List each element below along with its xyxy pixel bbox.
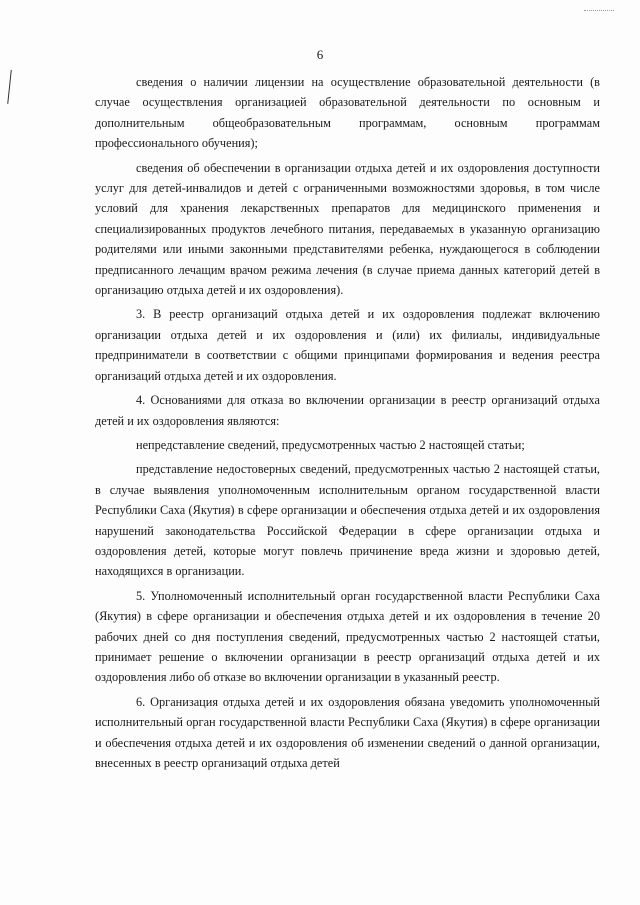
paragraph-non-submission: непредставление сведений, предусмотренных частью 2 настоящей статьи; [136,437,525,452]
paragraph-item-3: 3. В реестр организаций отдыха детей и их оздоровления подлежат включению организации отдыха детей и их оздоровления и (или) их филиалы, индивидуальные предприниматели в соответствии с общими принципами формирования и ведения реестра организаций отдыха детей и их оздоровления. [95,307,600,383]
paragraph-accessibility-info: сведения об обеспечении в организации отдыха детей и их оздоровления доступности услуг для детей-инвалидов и детей с ограниченными возможностями здоровья, в том числе условий для хранения лекарственных препаратов для медицинского применения и специализированных продуктов лечебного питания, передаваемых в указанную организацию родителями или иными законными представителями ребенка, нуждающегося в соблюдении предписанного лечащим врачом режима лечения (в случае приема данных категорий детей в организацию отдыха детей и их оздоровления). [95,160,600,298]
paragraph-item-6: 6. Организация отдыха детей и их оздоровления обязана уведомить уполномоченный исполнительный орган государственной власти Республики Саха (Якутия) в сфере организации и обеспечения отдыха детей и их оздоровления об изменении сведений о данной организации, внесенных в реестр организаций отдыха детей [95,694,600,770]
scan-artifact-left [7,70,14,104]
paragraph-false-info: представление недостоверных сведений, предусмотренных частью 2 настоящей статьи, в случае выявления уполномоченным исполнительным органом государственной власти Республики Саха (Якутия) в сфере организации и обеспечения отдыха детей и их оздоровления нарушений законодательства Российской Федерации в сфере организации отдыха и оздоровления детей, которые могут повлечь причинение вреда жизни и здоровью детей, находящихся в организации. [95,462,600,579]
paragraph-item-5: 5. Уполномоченный исполнительный орган государственной власти Республики Саха (Якутия) в сфере организации и обеспечения отдыха детей и их оздоровления в течение 20 рабочих дней со дня поступления сведений, предусмотренных частью 2 настоящей статьи, принимает решение о включении организации в реестр организаций отдыха детей и их оздоровления либо об отказе во включении организации в указанный реестр. [95,588,600,685]
scan-artifact-top [584,10,614,12]
paragraph-license-info: сведения о наличии лицензии на осуществление образовательной деятельности (в случае осуществления организацией образовательной деятельности по основным и дополнительным общеобразовательным программам, основным программам профессионального обучения); [95,75,600,151]
paragraph-item-4: 4. Основаниями для отказа во включении организации в реестр организаций отдыха детей и их оздоровления являются: [95,393,600,428]
body-text [95,72,600,773]
page-number: 6 [316,47,324,62]
